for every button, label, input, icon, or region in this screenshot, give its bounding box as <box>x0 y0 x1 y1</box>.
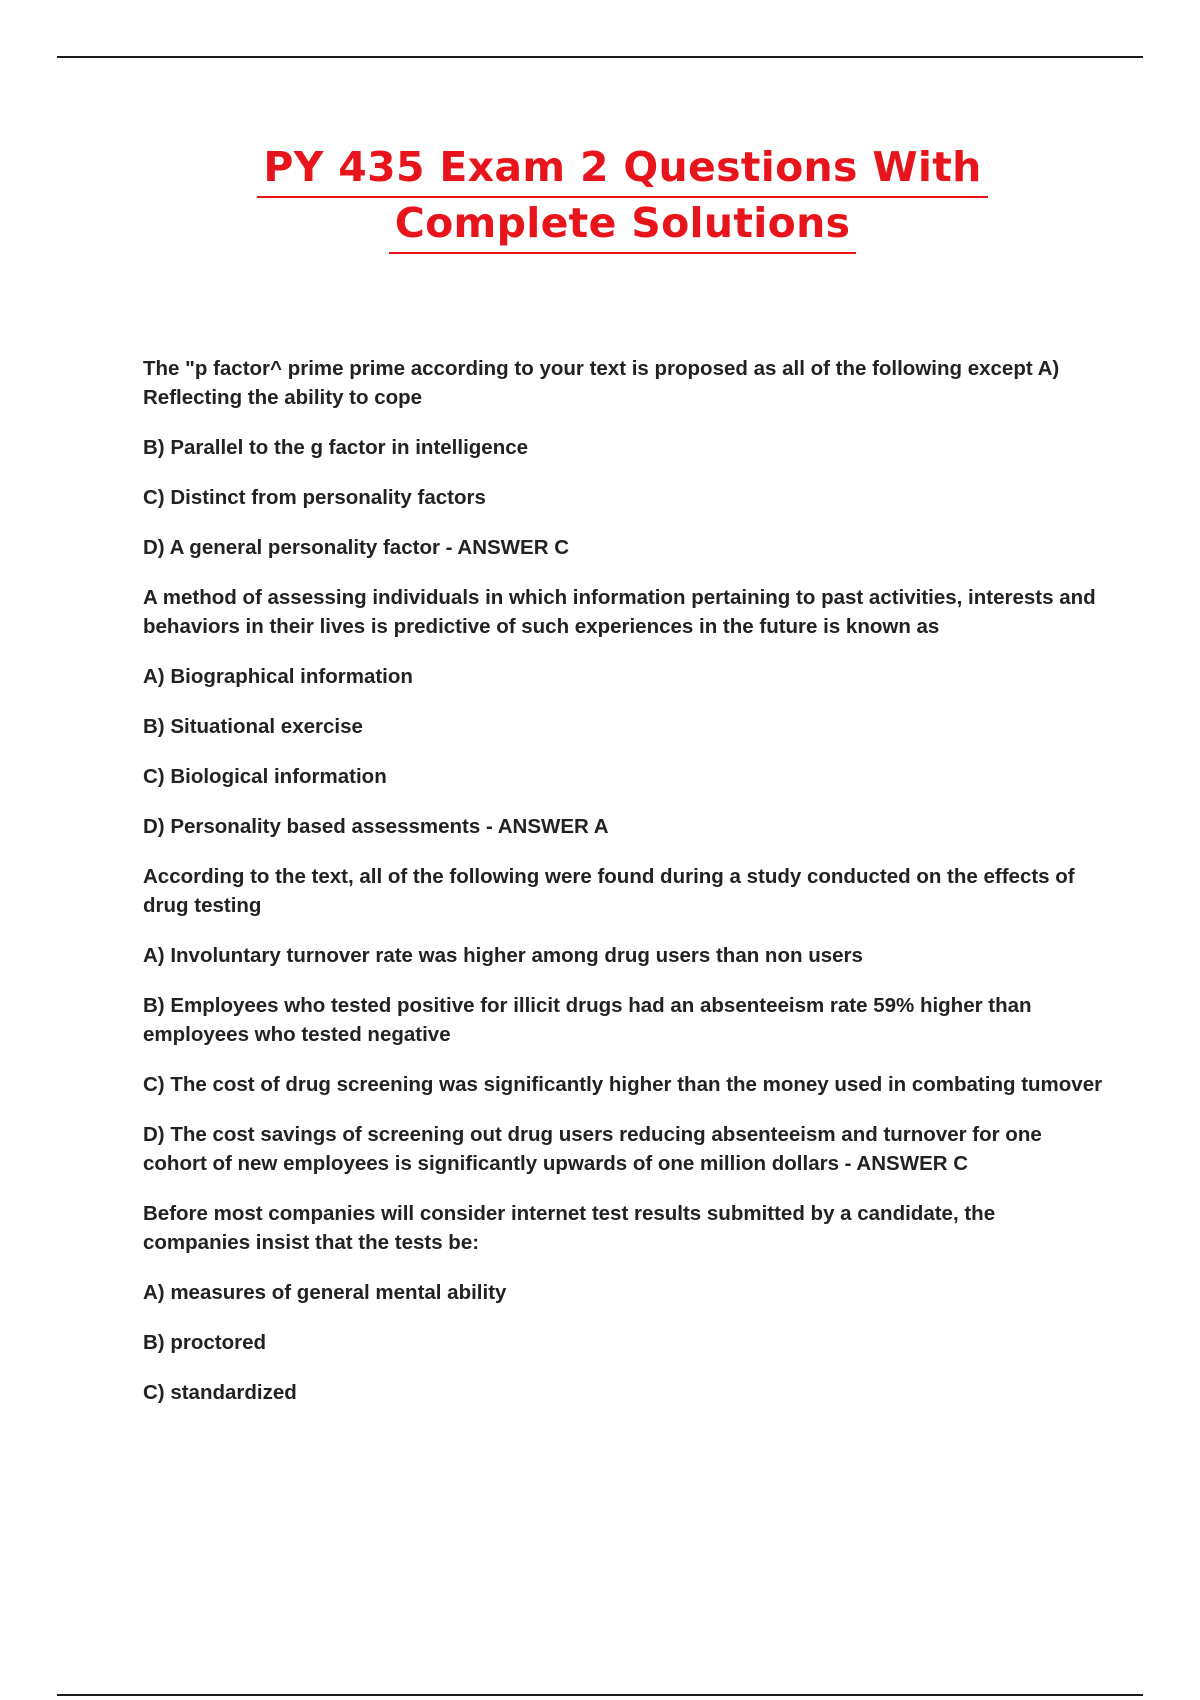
title-line-1 <box>0 142 1200 198</box>
question-3-stem: According to the text, all of the following were found during a study conducted on the effects of drug testing <box>143 865 1075 917</box>
question-1-option-b: B) Parallel to the g factor in intelligence <box>143 436 529 459</box>
title-line-2 <box>0 198 1200 254</box>
question-4-option-b: B) proctored <box>143 1331 266 1354</box>
question-2-option-a: A) Biographical information <box>143 665 413 688</box>
question-2-stem: A method of assessing individuals in which information pertaining to past activities, interests and behaviors in their lives is predictive of such experiences in the future is known as <box>143 586 1096 638</box>
question-2-option-d-answer: D) Personality based assessments - ANSWER A <box>143 815 609 838</box>
question-4-option-c: C) standardized <box>143 1381 297 1404</box>
question-3-option-b: B) Employees who tested positive for illicit drugs had an absenteeism rate 59% higher than employees who tested negative <box>143 994 1032 1046</box>
question-3-option-a: A) Involuntary turnover rate was higher among drug users than non users <box>143 944 863 967</box>
question-4-option-a: A) measures of general mental ability <box>143 1281 507 1304</box>
question-2-option-c: C) Biological information <box>143 765 387 788</box>
question-4-stem: Before most companies will consider internet test results submitted by a candidate, the companies insist that the tests be: <box>143 1202 996 1254</box>
title-text-2: Complete Solutions <box>389 198 857 254</box>
title-text-1: PY 435 Exam 2 Questions With <box>257 142 987 198</box>
bottom-rule <box>57 1694 1143 1696</box>
question-3-option-d-answer: D) The cost savings of screening out drug users reducing absenteeism and turnover for one cohort of new employees is significantly upwards of one million dollars - ANSWER C <box>143 1123 1042 1175</box>
question-1-option-c: C) Distinct from personality factors <box>143 486 486 509</box>
question-1-stem: The "p factor^ prime prime according to your text is proposed as all of the following except A) Reflecting the ability to cope <box>143 357 1060 409</box>
question-3-option-c: C) The cost of drug screening was significantly higher than the money used in combating tumover <box>143 1073 1103 1096</box>
question-1-option-d-answer: D) A general personality factor - ANSWER C <box>143 536 570 559</box>
question-2-option-b: B) Situational exercise <box>143 715 363 738</box>
document-title <box>0 142 1200 254</box>
document-body <box>143 354 1103 1428</box>
top-rule <box>57 56 1143 58</box>
